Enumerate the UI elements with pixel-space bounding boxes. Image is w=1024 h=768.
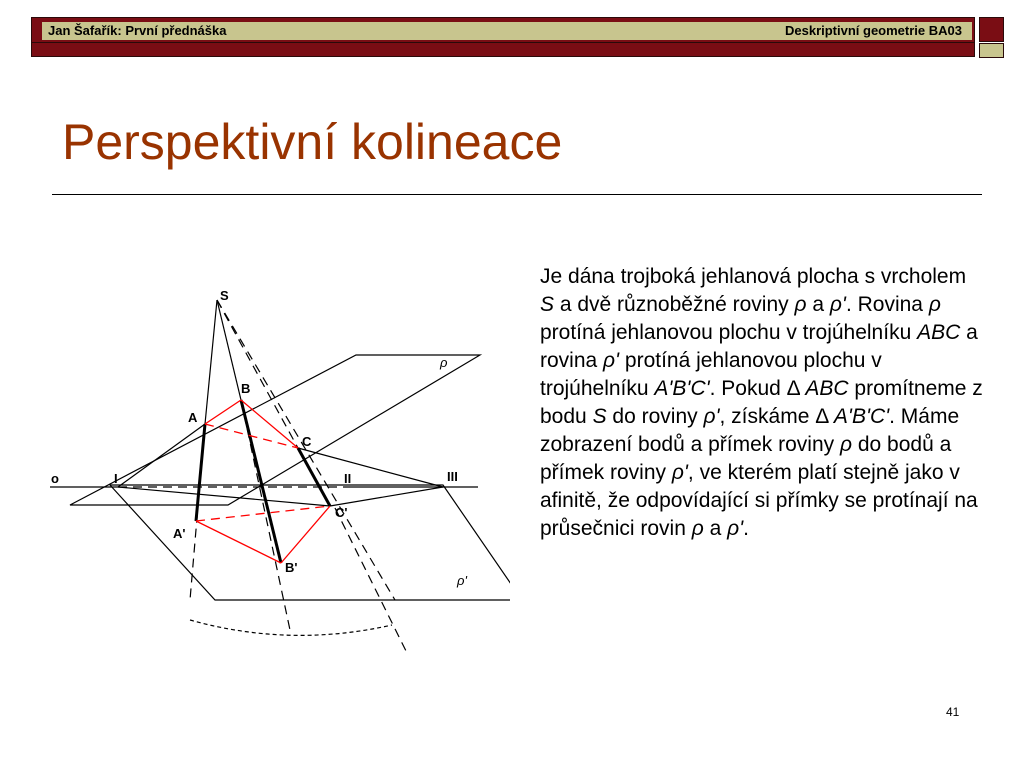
body-italic-run: ρ <box>928 293 941 316</box>
base-curve <box>190 620 392 635</box>
body-italic-run: S <box>540 293 555 316</box>
corner-decoration-top <box>979 17 1004 42</box>
body-text-run: a rovina <box>540 321 978 372</box>
body-italic-run: ρ' <box>603 349 620 372</box>
label-ii: II <box>344 471 352 486</box>
body-paragraph <box>540 263 985 543</box>
body-text-run: . Rovina <box>845 293 929 316</box>
header-course: Deskriptivní geometrie BA03 <box>784 23 962 38</box>
edge-sc <box>217 300 298 448</box>
label-i: I <box>114 471 118 486</box>
body-italic-run: ρ' <box>829 293 846 316</box>
edge-b-b1 <box>241 400 281 563</box>
body-text-run: , získáme Δ <box>719 405 834 428</box>
body-text-run: a dvě různoběžné roviny <box>554 293 795 316</box>
body-text-run: Je dána trojboká jehlanová plocha s vrcholem <box>540 265 967 288</box>
body-italic-run: ρ' <box>671 461 688 484</box>
perspective-collineation-figure <box>40 280 510 680</box>
plane-rho <box>70 355 480 505</box>
header-author-lecture: Jan Šafařík: První přednáška <box>48 23 227 38</box>
body-text-run: , ve kterém platí stejně jako v afinitě, že odpovídající si přímky se protínají na průsečnici rovin <box>540 461 978 540</box>
corner-decoration-bottom <box>979 43 1004 58</box>
triangle-a1c1 <box>196 506 330 521</box>
plane-rho-prime <box>110 485 510 600</box>
page-number: 41 <box>946 705 960 719</box>
line-ac-i <box>118 424 205 487</box>
label-c-prime: C' <box>335 505 348 520</box>
body-text-run: protíná jehlanovou plochu v trojúhelníku <box>540 321 918 344</box>
body-italic-run: ρ' <box>727 517 744 540</box>
body-text-run: a <box>703 517 728 540</box>
label-a: A <box>188 410 198 425</box>
body-italic-run: ABC <box>805 377 849 400</box>
label-b: B <box>241 381 251 396</box>
body-text-run: . <box>743 517 750 540</box>
label-s: S <box>220 288 229 303</box>
edge-c-c1 <box>298 448 330 506</box>
label-a-prime: A' <box>173 526 186 541</box>
body-text-run: protíná jehlanovou plochu v trojúhelníku <box>540 349 882 400</box>
body-italic-run: A'B'C' <box>833 405 890 428</box>
body-italic-run: S <box>592 405 607 428</box>
edge-sb <box>217 300 241 400</box>
body-italic-run: A'B'C' <box>654 377 710 400</box>
label-o: o <box>51 471 59 486</box>
line-i-c1 <box>118 487 330 506</box>
triangle-ab <box>205 400 241 424</box>
body-text-run: promítneme z bodu <box>540 377 983 428</box>
label-rho-prime: ρ' <box>457 573 467 588</box>
line-bc-iii <box>298 448 443 487</box>
label-b-prime: B' <box>285 560 298 575</box>
body-text-run: . Máme zobrazení bodů a přímek roviny <box>540 405 960 456</box>
header-lower-bar <box>31 43 975 57</box>
body-text-run: . Pokud Δ <box>709 377 806 400</box>
slide-title: Perspektivní kolineace <box>62 114 563 170</box>
edge-sa <box>205 300 217 424</box>
body-text-run: do roviny <box>606 405 704 428</box>
title-divider <box>52 194 982 195</box>
line-c1-iii <box>330 487 443 506</box>
body-text-run: do bodů a přímek roviny <box>540 433 952 484</box>
triangle-b1c1 <box>281 506 330 563</box>
body-italic-run: ρ <box>794 293 807 316</box>
body-italic-run: ρ <box>840 433 853 456</box>
body-italic-run: ρ <box>691 517 704 540</box>
body-italic-run: ρ' <box>703 405 720 428</box>
label-c: C <box>302 434 312 449</box>
triangle-a1b1 <box>196 521 281 563</box>
body-italic-run: ABC <box>917 321 961 344</box>
label-iii: III <box>447 469 458 484</box>
body-text-run: a <box>806 293 830 316</box>
label-rho: ρ <box>440 355 448 370</box>
